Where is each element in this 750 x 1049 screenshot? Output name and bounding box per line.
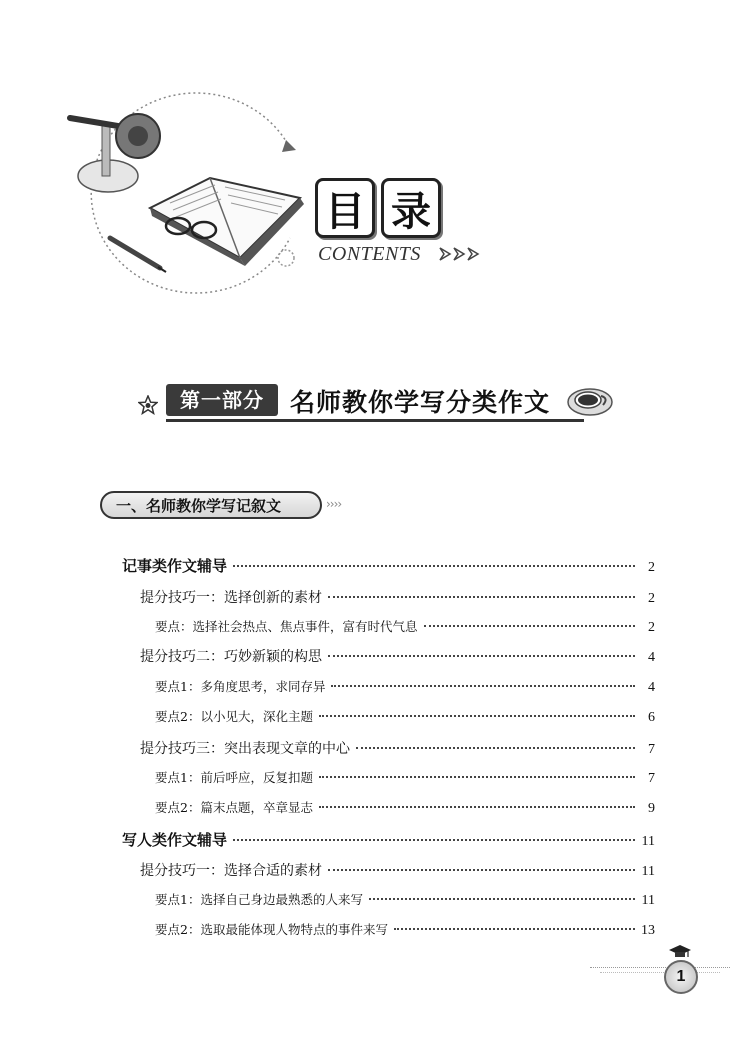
toc-entry[interactable]: [122, 555, 655, 576]
toc-leader-dots: [233, 565, 635, 567]
part-title: 名师教你学写分类作文: [290, 388, 551, 417]
toc-leader-dots: [328, 655, 635, 657]
contents-subtitle: CONTENTS: [318, 243, 421, 265]
toc-entry-label: 要点1：前后呼应，反复扣题: [155, 770, 313, 785]
toc-entry-label: 要点2：选取最能体现人物特点的事件来写: [155, 922, 388, 937]
triple-arrow-icon: [438, 245, 486, 263]
toc-entry[interactable]: [155, 798, 655, 817]
toc-leader-dots: [369, 898, 635, 900]
toc-entry-page: 11: [641, 864, 655, 879]
toc-entry-page: 6: [648, 710, 655, 725]
toc-entry[interactable]: [155, 920, 655, 939]
star-icon: [138, 395, 158, 415]
toc-entry-page: 7: [648, 742, 655, 757]
toc-entry-page: 2: [648, 620, 655, 635]
graduation-cap-icon: [668, 944, 692, 960]
footer-divider: [600, 972, 720, 973]
toc-leader-dots: [424, 625, 635, 627]
toc-entry-page: 13: [641, 923, 655, 938]
toc-entry[interactable]: [155, 617, 655, 636]
toc-entry-page: 7: [648, 771, 655, 786]
toc-entry[interactable]: [155, 707, 655, 726]
toc-leader-dots: [319, 715, 635, 717]
toc-entry[interactable]: [140, 587, 655, 607]
title-char: 录: [381, 178, 441, 238]
toc-entry-page: 4: [648, 650, 655, 665]
pencil-icon: [110, 238, 166, 272]
toc-leader-dots: [319, 776, 635, 778]
open-book-icon: [150, 178, 304, 266]
toc-entry-page: 4: [648, 680, 655, 695]
toc-leader-dots: [356, 747, 635, 749]
toc-entry-label: 要点1：多角度思考，求同存异: [155, 679, 326, 694]
desk-illustration: [60, 88, 320, 308]
circle-arrow-icon: [282, 140, 296, 152]
toc-entry[interactable]: [155, 677, 655, 696]
toc-entry-label: 要点2：篇末点题，卒章显志: [155, 800, 313, 815]
contents-title: [315, 178, 441, 238]
toc-leader-dots: [319, 806, 635, 808]
part-tag: 第一部分: [166, 384, 278, 416]
toc-entry[interactable]: [155, 768, 655, 787]
toc-entry-label: 提分技巧一：选择合适的素材: [140, 863, 322, 879]
toc-entry-page: 2: [648, 591, 655, 606]
toc-entry-label: 要点：选择社会热点、焦点事件，富有时代气息: [155, 619, 418, 634]
toc-leader-dots: [328, 596, 635, 598]
toc-leader-dots: [328, 869, 635, 871]
section-title: 一、名师教你学写记叙文: [116, 496, 282, 515]
toc-entry-label: 写人类作文辅导: [122, 831, 228, 849]
section-heading: [100, 491, 322, 519]
toc-entry-label: 提分技巧三：突出表现文章的中心: [140, 741, 350, 757]
toc-leader-dots: [394, 928, 635, 930]
part-underline: [166, 419, 584, 422]
chevrons-icon: ››››: [326, 497, 342, 511]
toc-entry[interactable]: [122, 829, 655, 850]
toc-entry-label: 要点2：以小见大，深化主题: [155, 709, 313, 724]
toc-leader-dots: [233, 839, 635, 841]
title-char: 目: [315, 178, 375, 238]
toc-entry-label: 提分技巧二：巧妙新颖的构思: [140, 649, 322, 665]
toc-entry-label: 记事类作文辅导: [122, 557, 228, 575]
toc-entry-label: 提分技巧一：选择创新的素材: [140, 590, 322, 606]
toc-entry-page: 11: [641, 834, 655, 849]
toc-entry-page: 2: [648, 560, 655, 575]
coffee-cup-icon: [566, 382, 614, 418]
toc-entry-page: 11: [641, 893, 655, 908]
toc-entry[interactable]: [155, 890, 655, 909]
footer-divider: [590, 967, 730, 968]
toc-entry[interactable]: [140, 860, 655, 880]
toc-entry[interactable]: [140, 738, 655, 758]
toc-entry[interactable]: [140, 646, 655, 666]
page-number: 1: [664, 960, 698, 994]
toc-entry-label: 要点1：选择自己身边最熟悉的人来写: [155, 892, 363, 907]
desk-lamp-icon: [70, 114, 160, 192]
toc-leader-dots: [331, 685, 635, 687]
toc-entry-page: 9: [648, 801, 655, 816]
